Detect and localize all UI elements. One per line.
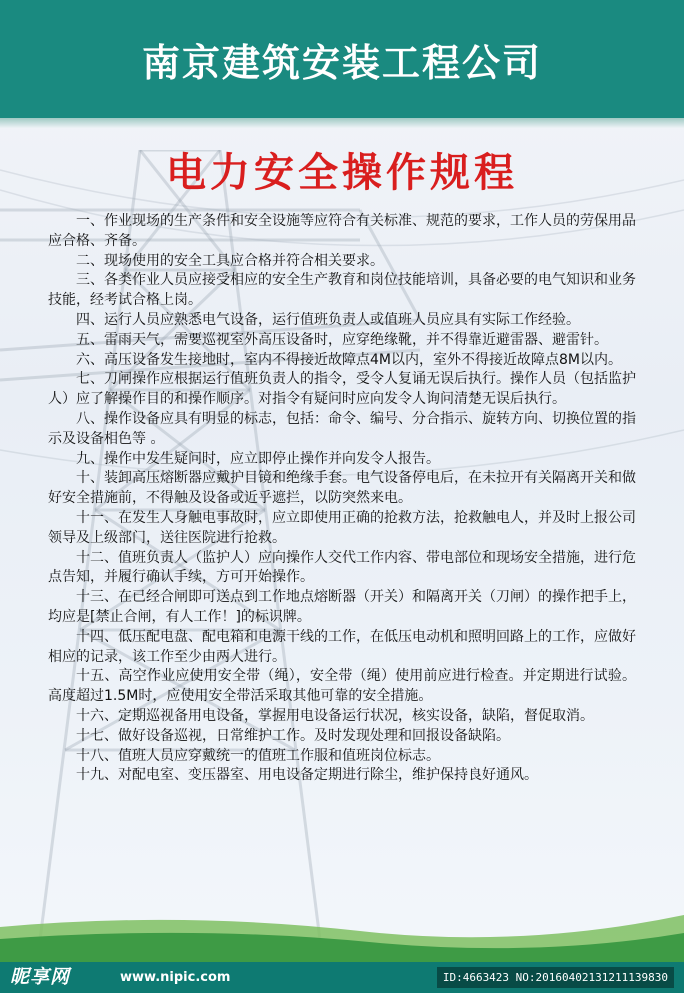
- header-band: [0, 118, 684, 128]
- regulation-item: 十五、高空作业应使用安全带（绳），安全带（绳）使用前应进行检查。并定期进行试验。高度超过1.5M时，应使用安全带活采取其他可靠的安全措施。: [48, 668, 636, 705]
- regulation-item: 十六、定期巡视备用电设备，掌握用电设备运行状况，核实设备，缺陷，督促取消。: [76, 707, 594, 724]
- regulation-item: 十八、值班人员应穿戴统一的值班工作服和值班岗位标志。: [76, 747, 440, 764]
- regulation-item: 四、运行人员应熟悉电气设备，运行值班负责人或值班人员应具有实际工作经验。: [76, 311, 580, 328]
- header-bar: [0, 0, 684, 118]
- grass-decoration: [0, 905, 684, 963]
- image-id-tag: ID:4663423 NO:20160402131211139830: [437, 967, 674, 988]
- watermark-url: www.nipic.com: [120, 970, 231, 985]
- regulation-item: 七、刀闸操作应根据运行值班负责人的指令，受令人复诵无误后执行。操作人员（包括监护人）应了解操作目的和操作顺序。对指令有疑问时应向发令人询问清楚无误后执行。: [48, 371, 636, 408]
- regulation-item: 一、作业现场的生产条件和安全设施等应符合有关标准、规范的要求，工作人员的劳保用品应合格、齐备。: [48, 213, 636, 249]
- company-name: 南京建筑安装工程公司: [141, 41, 542, 85]
- regulation-item: 十七、做好设备巡视，日常维护工作。及时发现处理和回报设备缺陷。: [76, 727, 510, 744]
- regulation-item: 九、操作中发生疑问时，应立即停止操作并向发令人报告。: [76, 450, 440, 467]
- regulation-item: 五、雷雨天气，需要巡视室外高压设备时，应穿绝缘靴，并不得靠近避雷器、避雷针。: [76, 331, 608, 348]
- regulation-item: 三、各类作业人员应接受相应的安全生产教育和岗位技能培训，具备必要的电气知识和业务技能，经考试合格上岗。: [48, 272, 636, 309]
- watermark-logo: 昵享网: [10, 966, 71, 988]
- regulation-item: 二、现场使用的安全工具应合格并符合相关要求。: [76, 252, 384, 269]
- regulation-item: 十九、对配电室、变压器室、用电设备定期进行除尘，维护保持良好通风。: [76, 767, 538, 784]
- regulation-list: [48, 212, 636, 786]
- regulation-item: 十二、值班负责人（监护人）应向操作人交代工作内容、带电部位和现场安全措施，进行危点告知，并履行确认手续，方可开始操作。: [48, 549, 636, 586]
- regulation-item: 六、高压设备发生接地时，室内不得接近故障点4M以内，室外不得接近故障点8M以内。: [76, 351, 622, 368]
- regulation-item: 十、装卸高压熔断器应戴护目镜和绝缘手套。电气设备停电后，在未拉开有关隔离开关和做好安全措施前，不得触及设备或近乎遮拦，以防突然来电。: [48, 470, 636, 507]
- watermark-footer: [0, 962, 684, 993]
- regulation-item: 十三、在已经合闸即可送点到工作地点熔断器（开关）和隔离开关（刀闸）的操作把手上，均应是[禁止合闸，有人工作！]的标识牌。: [48, 589, 636, 625]
- regulation-item: 十四、低压配电盘、配电箱和电源干线的工作，在低压电动机和照明回路上的工作，应做好相应的记录，该工作至少由两人进行。: [48, 628, 636, 665]
- regulation-item: 十一、在发生人身触电事故时，应立即使用正确的抢救方法，抢救触电人，并及时上报公司领导及上级部门，送往医院进行抢救。: [48, 509, 636, 546]
- poster-title: 电力安全操作规程: [166, 150, 518, 196]
- regulation-item: 八、操作设备应具有明显的标志，包括：命令、编号、分合指示、旋转方向、切换位置的指示及设备相色等 。: [48, 410, 636, 447]
